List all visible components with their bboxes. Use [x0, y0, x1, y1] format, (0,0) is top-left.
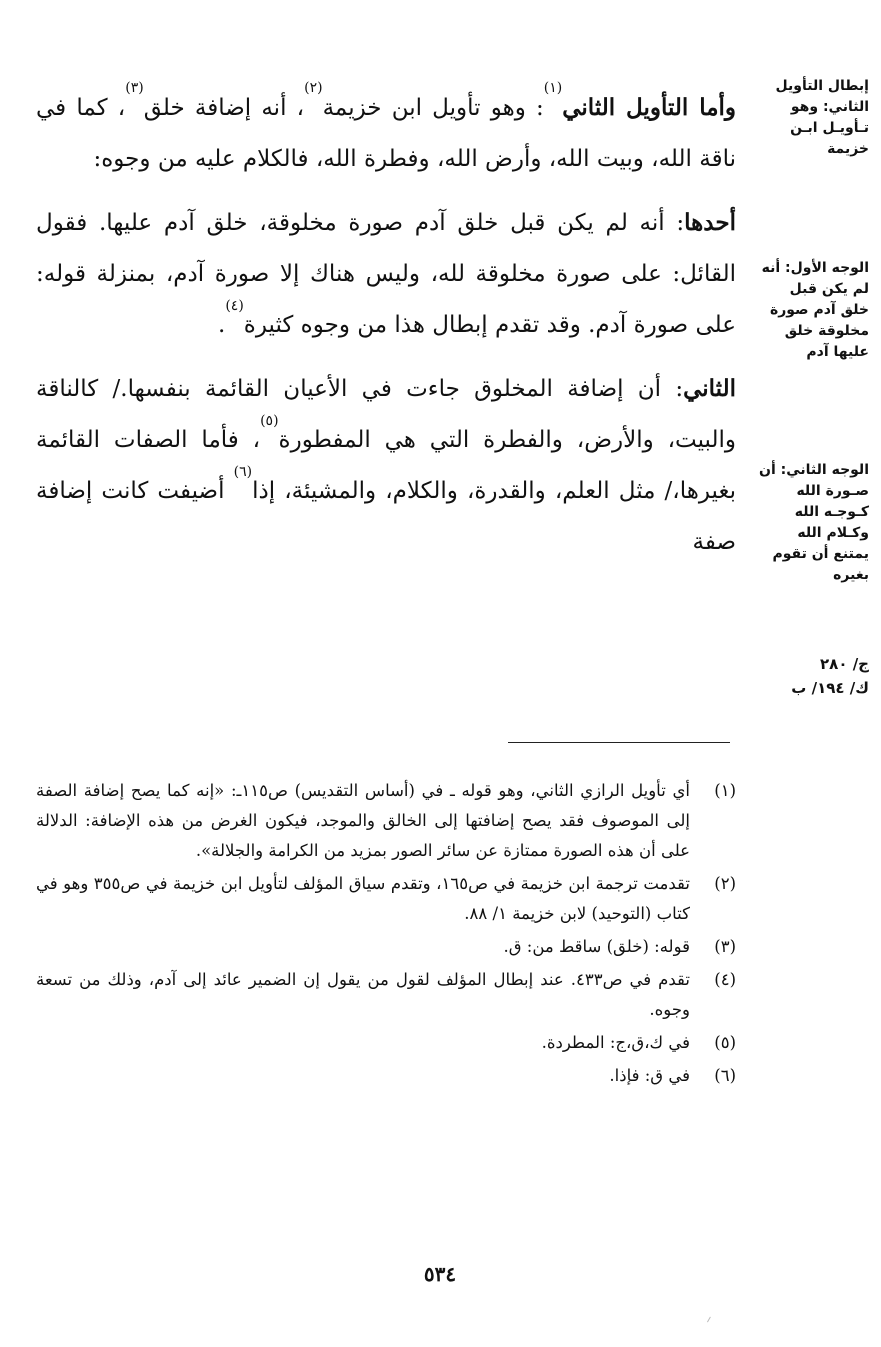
- footnote-text: في ق: فإذا.: [609, 1066, 690, 1085]
- manuscript-reference: [759, 652, 869, 700]
- footnote-item: [36, 1061, 736, 1091]
- footnote-ref-2[interactable]: (٢): [304, 80, 323, 96]
- paragraph-second-aspect: [36, 363, 736, 568]
- footnote-text: تقدم في ص٤٣٣. عند إبطال المؤلف لقول من يقول إن الضمير عائد إلى آدم، وذلك من تسعة وجوه.: [36, 970, 690, 1019]
- footnote-text: أي تأويل الرازي الثاني، وهو قوله ـ في (أساس التقديس) ص١١٥ـ: «إنه كما يصح إضافة الصفة إلى الموصوف فقد يصح إضافتها إلى الخالق والموجد، فيكون الغرض من هذه الإضافة: الدلالة على أن هذه الصورة ممتازة عن سائر الصور بمزيد من الكرامة والجلالة».: [36, 781, 690, 860]
- footnote-number: (٦): [714, 1066, 736, 1085]
- heading-first-aspect: أحدها: [684, 209, 736, 236]
- margin-note-first-aspect: الوجه الأول: أنه لم يكن قبل خلق آدم صورة مخلوقة خلق عليها آدم: [761, 260, 869, 360]
- paragraph-text: : وهو تأويل ابن خزيمة: [322, 95, 544, 121]
- footnote-number: (٤): [714, 970, 736, 989]
- paragraph-text: أضيفت كانت إضافة صفة: [36, 478, 736, 555]
- footnote-number: (٣): [714, 937, 736, 956]
- footnote-ref-4[interactable]: (٤): [225, 298, 244, 314]
- footnote-item: [36, 776, 736, 866]
- footnote-ref-5[interactable]: (٥): [260, 413, 279, 429]
- paragraph-text: ، كما في ناقة الله، وبيت الله، وأرض الله، وفطرة الله، فالكلام عليه من وجوه:: [36, 95, 736, 172]
- footnote-item: [36, 869, 736, 929]
- footnote-ref-6[interactable]: (٦): [233, 464, 253, 480]
- footnote-item: [36, 1028, 736, 1058]
- paragraph-second-interpretation: [36, 82, 736, 185]
- paragraph-text: : أنه لم يكن قبل خلق آدم صورة مخلوقة، خلق آدم عليها. فقول القائل: على صورة مخلوقة لله، وليس هناك إلا صورة آدم، بمنزلة قوله: على صورة آدم. وقد تقدم إبطال هذا من وجوه كثيرة: [36, 210, 736, 338]
- manuscript-ref-jim: ج/ ٢٨٠: [820, 655, 869, 673]
- margin-note-second-interpretation: إبطال التأويل الثاني: وهو تـأويـل ابـن خزيمة: [775, 78, 869, 157]
- manuscript-ref-kaf: ك/ ١٩٤/ ب: [791, 679, 869, 697]
- footnote-number: (١): [714, 781, 736, 800]
- footnote-text: تقدمت ترجمة ابن خزيمة في ص١٦٥، وتقدم سياق المؤلف لتأويل ابن خزيمة في ص٣٥٥ وهو في كتاب (التوحيد) لابن خزيمة ١/ ٨٨.: [36, 874, 690, 923]
- scan-speck: [707, 1317, 716, 1326]
- footnote-number: (٥): [714, 1033, 736, 1052]
- page-number: ٥٣٤: [423, 1262, 457, 1286]
- footnote-text: قوله: (خلق) ساقط من: ق.: [503, 937, 690, 956]
- paragraph-first-aspect: [36, 197, 736, 351]
- footnote-ref-1[interactable]: (١): [543, 80, 563, 96]
- footnote-item: [36, 965, 736, 1025]
- margin-note-second-aspect: الوجه الثاني: أن صـورة الله كـوجـه الله وكـلام الله يمتنع أن تقوم بغيره: [759, 462, 869, 583]
- footnote-text: في ك،ق،ج: المطردة.: [541, 1033, 690, 1052]
- footnote-ref-3[interactable]: (٣): [125, 80, 144, 96]
- footnotes: [36, 776, 736, 1094]
- footnote-number: (٢): [714, 874, 736, 893]
- footnote-item: [36, 932, 736, 962]
- main-text: [36, 82, 736, 580]
- paragraph-text: ، فأما الصفات القائمة بغيرها،/ مثل العلم، والقدرة، والكلام، والمشيئة، إذا: [36, 427, 736, 504]
- paragraph-text: ، أنه إضافة خلق: [143, 95, 305, 121]
- heading-second-interpretation: وأما التأويل الثاني: [562, 94, 737, 121]
- paragraph-text: : أن إضافة المخلوق جاءت في الأعيان القائمة بنفسها./ كالناقة والبيت، والأرض، والفطرة التي هي المفطورة: [36, 376, 736, 453]
- footnote-divider: [508, 742, 730, 743]
- heading-second-aspect: الثاني: [683, 375, 736, 402]
- paragraph-text: .: [218, 312, 226, 338]
